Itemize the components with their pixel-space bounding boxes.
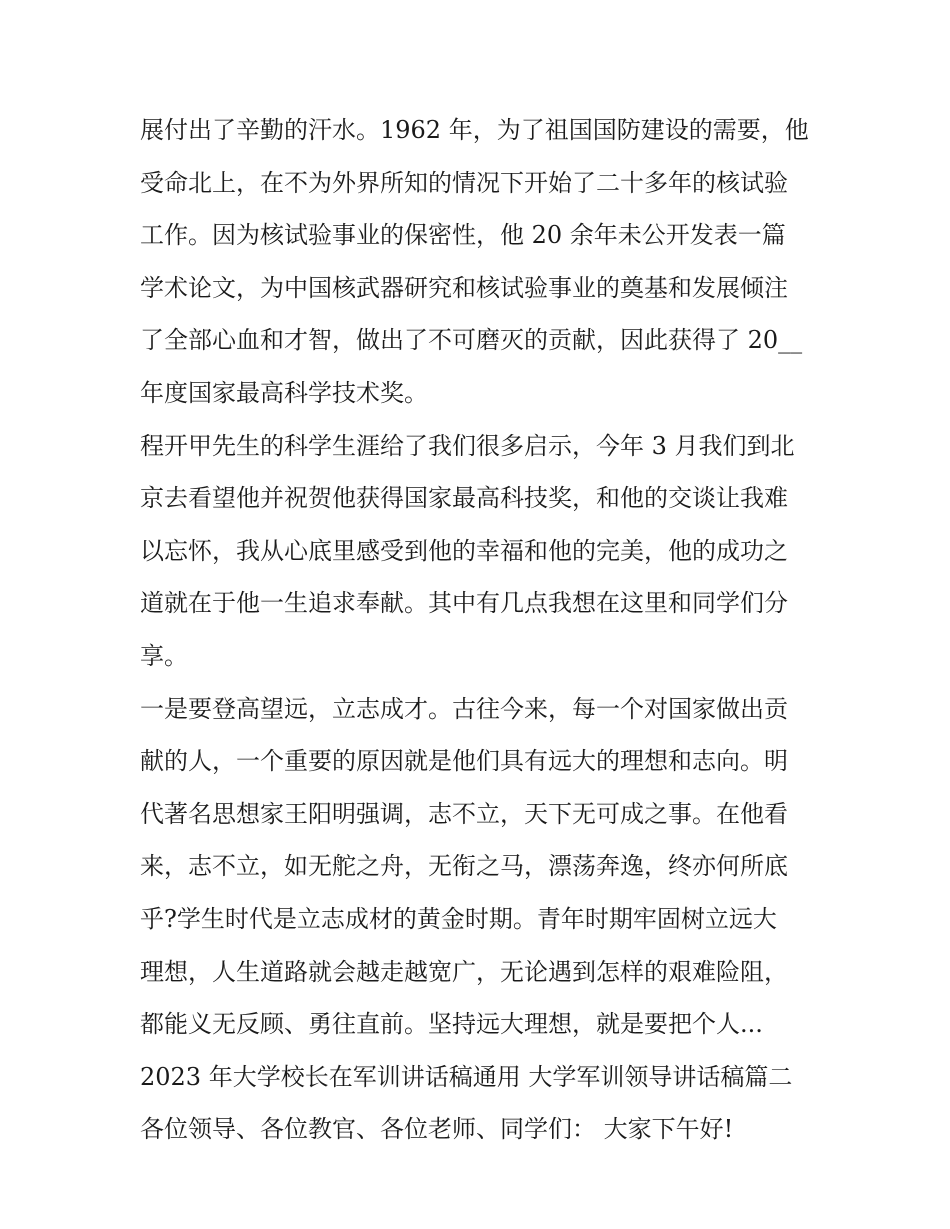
document-body bbox=[140, 104, 820, 1156]
text-line-8: 京去看望他并祝贺他获得国家最高科技奖，和他的交谈让我难 bbox=[140, 484, 788, 513]
text-line-6: 年度国家最高科学技术奖。 bbox=[140, 378, 428, 407]
text-line-10: 道就在于他一生追求奉献。其中有几点我想在这里和同学们分 bbox=[140, 589, 788, 618]
text-line-20: 各位领导、各位教官、各位老师、同学们： 大家下午好! bbox=[140, 1115, 734, 1144]
text-line-9: 以忘怀，我从心底里感受到他的幸福和他的完美，他的成功之 bbox=[140, 536, 788, 565]
text-line-3: 工作。因为核试验事业的保密性，他 20 余年未公开发表一篇 bbox=[140, 221, 786, 250]
text-line-16: 乎?学生时代是立志成材的黄金时期。青年时期牢固树立远大 bbox=[140, 904, 777, 933]
text-line-14: 代著名思想家王阳明强调，志不立，天下无可成之事。在他看 bbox=[140, 799, 788, 828]
text-line-15: 来，志不立，如无舵之舟，无衔之马，漂荡奔逸，终亦何所底 bbox=[140, 852, 788, 881]
text-line-1: 展付出了辛勤的汗水。1962 年，为了祖国国防建设的需要，他 bbox=[140, 116, 809, 144]
text-line-11: 享。 bbox=[140, 641, 188, 670]
text-line-7: 程开甲先生的科学生涯给了我们很多启示，今年 3 月我们到北 bbox=[140, 431, 795, 460]
text-line-12: 一是要登高望远，立志成才。古往今来，每一个对国家做出贡 bbox=[140, 694, 788, 723]
text-line-17: 理想，人生道路就会越走越宽广，无论遇到怎样的艰难险阻， bbox=[140, 957, 788, 986]
text-line-2: 受命北上，在不为外界所知的情况下开始了二十多年的核试验 bbox=[140, 168, 788, 197]
text-line-18: 都能义无反顾、勇往直前。坚持远大理想，就是要把个人... bbox=[140, 1010, 763, 1039]
text-line-4: 学术论文，为中国核武器研究和核试验事业的奠基和发展倾注 bbox=[140, 273, 788, 302]
text-line-19: 2023 年大学校长在军训讲话稿通用 大学军训领导讲话稿篇二 bbox=[140, 1062, 793, 1091]
text-line-13: 献的人，一个重要的原因就是他们具有远大的理想和志向。明 bbox=[140, 747, 788, 776]
text-line-5: 了全部心血和才智，做出了不可磨灭的贡献，因此获得了 20__ bbox=[140, 326, 803, 355]
